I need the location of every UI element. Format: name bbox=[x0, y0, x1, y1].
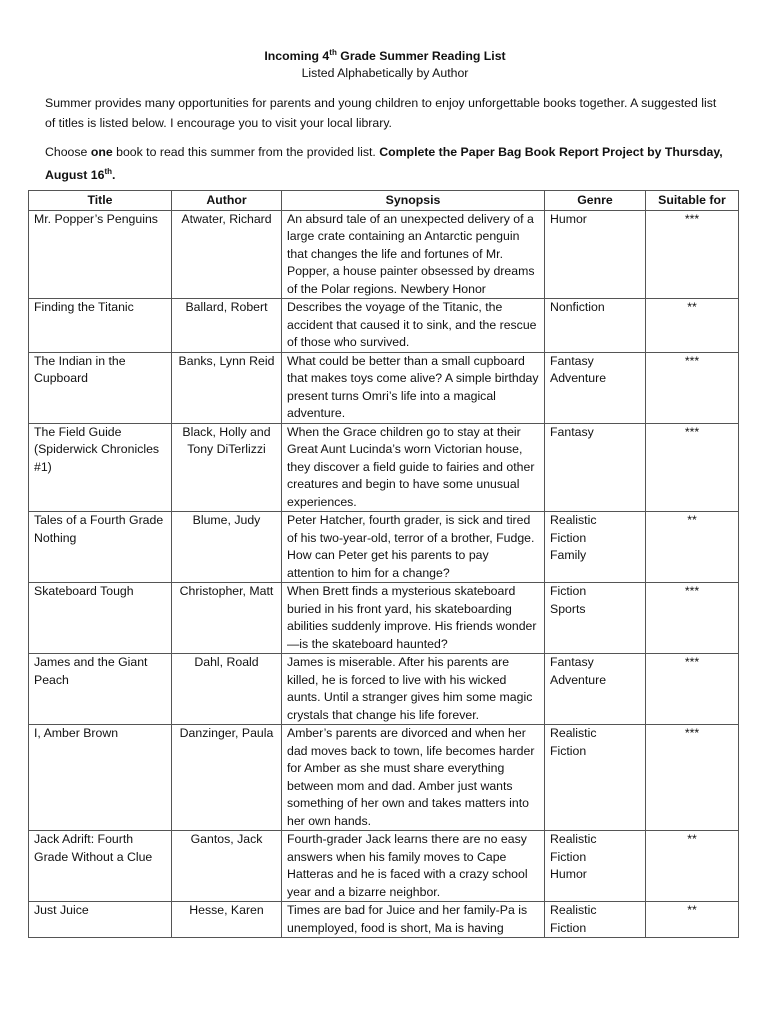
book-genre-cell bbox=[545, 423, 646, 512]
genre-label: Fiction bbox=[550, 849, 587, 864]
book-author-cell: Black, Holly and Tony DiTerlizzi bbox=[172, 423, 282, 512]
suitable-rating-cell: ** bbox=[646, 902, 739, 938]
book-synopsis-cell: James is miserable. After his parents are killed, he is forced to live with his wicked aunts. Until a stranger gives him some magic crystals that change his life forever. bbox=[282, 654, 545, 725]
genre-label: Fantasy bbox=[550, 655, 594, 669]
table-row bbox=[29, 725, 739, 831]
book-synopsis-cell: When the Grace children go to stay at their Great Aunt Lucinda’s worn Victorian house, they discover a field guide to fairies and other creatures and begin to have some unusual experiences. bbox=[282, 423, 545, 512]
book-author-cell: Christopher, Matt bbox=[172, 583, 282, 654]
genre-label: Sports bbox=[550, 601, 586, 616]
genre-label: Realistic bbox=[550, 726, 597, 740]
book-synopsis-cell: Fourth-grader Jack learns there are no easy answers when his family moves to Cape Hatteras and he is faced with a crazy school year and a bizarre neighbor. bbox=[282, 831, 545, 902]
book-genre-cell bbox=[545, 583, 646, 654]
table-row bbox=[29, 299, 739, 353]
table-row bbox=[29, 654, 739, 725]
book-synopsis-cell: Peter Hatcher, fourth grader, is sick and tired of his two-year-old, terror of a brother, Fudge. How can Peter get his parents to pay attention to him for a change? bbox=[282, 512, 545, 583]
instruction-paragraph: Choose one book to read this summer from the provided list. Complete the Paper Bag Book Report Project by Thursday, August 16th. bbox=[45, 145, 723, 183]
book-author-cell: Gantos, Jack bbox=[172, 831, 282, 902]
book-title-cell: Mr. Popper’s Penguins bbox=[29, 210, 172, 299]
suitable-rating-cell: *** bbox=[646, 725, 739, 831]
book-genre-cell bbox=[545, 210, 646, 299]
column-header-title: Title bbox=[29, 191, 172, 211]
suitable-rating-cell: *** bbox=[646, 423, 739, 512]
book-title-cell: James and the Giant Peach bbox=[29, 654, 172, 725]
genre-label: Fiction bbox=[550, 530, 587, 545]
book-genre-cell bbox=[545, 725, 646, 831]
column-header-synopsis: Synopsis bbox=[282, 191, 545, 211]
genre-label: Adventure bbox=[550, 371, 607, 385]
table-row bbox=[29, 902, 739, 938]
suitable-rating-cell: ** bbox=[646, 299, 739, 353]
book-author-cell: Dahl, Roald bbox=[172, 654, 282, 725]
suitable-rating-cell: *** bbox=[646, 583, 739, 654]
genre-label: Realistic bbox=[550, 903, 597, 917]
genre-label: Fantasy bbox=[550, 424, 594, 439]
genre-label: Adventure bbox=[550, 672, 607, 687]
book-author-cell: Hesse, Karen bbox=[172, 902, 282, 938]
book-author-cell: Danzinger, Paula bbox=[172, 725, 282, 831]
book-synopsis-cell: When Brett finds a mysterious skateboard buried in his front yard, his skateboarding abilities suddenly improve. His friends wonder—is the skateboard haunted? bbox=[282, 583, 545, 654]
genre-label: Nonfiction bbox=[550, 300, 605, 314]
book-title-cell: Jack Adrift: Fourth Grade Without a Clue bbox=[29, 831, 172, 902]
table-row bbox=[29, 210, 739, 299]
book-title-cell: Skateboard Tough bbox=[29, 583, 172, 654]
book-synopsis-cell: An absurd tale of an unexpected delivery of a large crate containing an Antarctic penguin that changes the life and fortunes of Mr. Popper, a house painter obsessed by dreams of the Polar regions. Newbery Honor bbox=[282, 210, 545, 299]
book-genre-cell bbox=[545, 352, 646, 423]
book-title-cell: I, Amber Brown bbox=[29, 725, 172, 831]
book-synopsis-cell: What could be better than a small cupboard that makes toys come alive? A simple birthday present turns Omri’s life into a magical adventure. bbox=[282, 352, 545, 423]
book-genre-cell bbox=[545, 902, 646, 938]
column-header-suitable: Suitable for bbox=[646, 191, 739, 211]
book-author-cell: Ballard, Robert bbox=[172, 299, 282, 353]
genre-label: Humor bbox=[550, 211, 587, 226]
book-title-cell: The Field Guide (Spiderwick Chronicles #1) bbox=[29, 423, 172, 512]
book-title-cell: Just Juice bbox=[29, 902, 172, 938]
suitable-rating-cell: ** bbox=[646, 831, 739, 902]
book-synopsis-cell: Amber’s parents are divorced and when her dad moves back to town, life becomes harder for Amber as she must share everything between mom and dad. Amber just wants something of her own and takes matters into her own hands. bbox=[282, 725, 545, 831]
genre-label: Humor bbox=[550, 867, 587, 881]
book-genre-cell bbox=[545, 831, 646, 902]
table-header-row bbox=[29, 191, 739, 211]
genre-label: Fantasy bbox=[550, 353, 594, 368]
suitable-rating-cell: *** bbox=[646, 210, 739, 299]
suitable-rating-cell: *** bbox=[646, 352, 739, 423]
book-synopsis-cell: Describes the voyage of the Titanic, the accident that caused it to sink, and the rescue of those who survived. bbox=[282, 299, 545, 353]
book-title-cell: Tales of a Fourth Grade Nothing bbox=[29, 512, 172, 583]
suitable-rating-cell: *** bbox=[646, 654, 739, 725]
genre-label: Fiction bbox=[550, 920, 587, 935]
table-row bbox=[29, 512, 739, 583]
book-author-cell: Banks, Lynn Reid bbox=[172, 352, 282, 423]
document-title: Incoming 4th Grade Summer Reading List bbox=[264, 48, 506, 64]
intro-paragraph: Summer provides many opportunities for parents and young children to enjoy unforgettable books together. A suggested list of titles is listed below. I encourage you to visit your local library. bbox=[45, 96, 717, 130]
book-genre-cell bbox=[545, 512, 646, 583]
table-row bbox=[29, 583, 739, 654]
table-row bbox=[29, 831, 739, 902]
book-author-cell: Blume, Judy bbox=[172, 512, 282, 583]
book-title-cell: The Indian in the Cupboard bbox=[29, 352, 172, 423]
book-synopsis-cell: Times are bad for Juice and her family-Pa is unemployed, food is short, Ma is having bbox=[282, 902, 545, 938]
genre-label: Fiction bbox=[550, 584, 587, 598]
table-row bbox=[29, 423, 739, 512]
genre-label: Realistic bbox=[550, 513, 597, 527]
suitable-rating-cell: ** bbox=[646, 512, 739, 583]
book-genre-cell bbox=[545, 299, 646, 353]
table-row bbox=[29, 352, 739, 423]
document-subtitle: Listed Alphabetically by Author bbox=[301, 66, 469, 80]
genre-label: Family bbox=[550, 548, 587, 562]
book-title-cell: Finding the Titanic bbox=[29, 299, 172, 353]
book-author-cell: Atwater, Richard bbox=[172, 210, 282, 299]
genre-label: Fiction bbox=[550, 743, 587, 758]
reading-list-table bbox=[28, 190, 739, 938]
column-header-author: Author bbox=[172, 191, 282, 211]
book-genre-cell bbox=[545, 654, 646, 725]
genre-label: Realistic bbox=[550, 832, 597, 846]
column-header-genre: Genre bbox=[545, 191, 646, 211]
